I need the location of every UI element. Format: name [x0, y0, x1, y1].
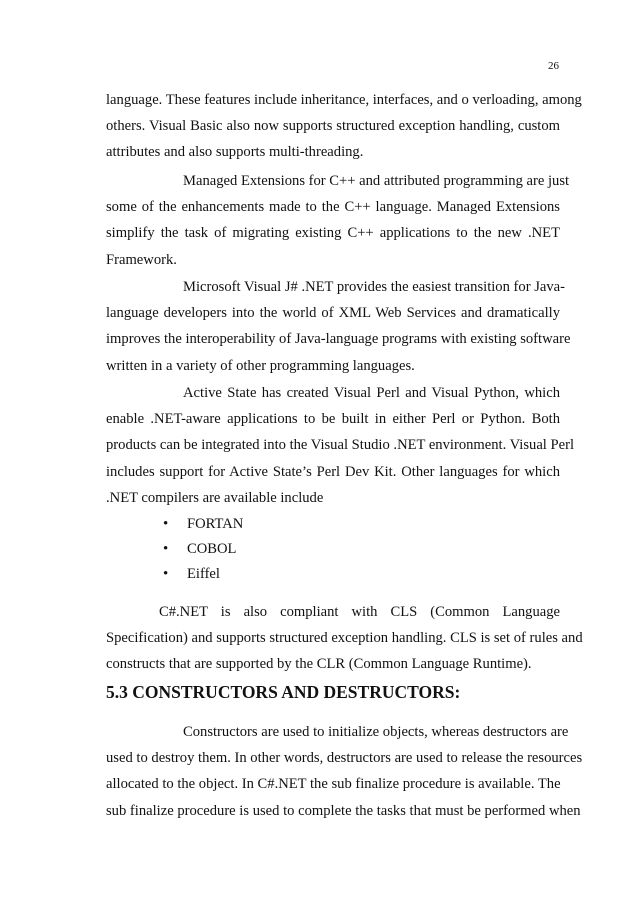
list-item: • Eiffel — [163, 562, 243, 587]
paragraph-line: enable .NET-aware applications to be built in either Perl or Python. Both — [106, 411, 560, 428]
paragraph-1 — [106, 87, 582, 166]
paragraph-line: Specification) and supports structured exception handling. CLS is set of rules and — [106, 630, 583, 647]
paragraph-line: used to destroy them. In other words, destructors are used to release the resources — [106, 750, 583, 767]
list-item: • FORTAN — [163, 512, 243, 537]
paragraph-4 — [106, 380, 575, 511]
paragraph-2 — [106, 168, 570, 273]
paragraph-line: includes support for Active State’s Perl Dev Kit. Other languages for which — [106, 463, 560, 480]
paragraph-line: C#.NET is also compliant with CLS (Common Language — [159, 604, 560, 620]
paragraph-line: some of the enhancements made to the C++ language. Managed Extensions — [106, 199, 560, 216]
paragraph-line: Framework. — [106, 251, 177, 268]
page-number: 26 — [548, 60, 559, 72]
paragraph-line: Managed Extensions for C++ and attributed programming are just — [183, 173, 570, 189]
paragraph-line: .NET compilers are available include — [106, 489, 324, 506]
paragraph-line: improves the interoperability of Java-language programs with existing software — [106, 331, 571, 348]
paragraph-line: Microsoft Visual J# .NET provides the easiest transition for Java- — [183, 279, 566, 295]
paragraph-line: attributes and also supports multi-threading. — [106, 144, 364, 161]
paragraph-line: allocated to the object. In C#.NET the sub finalize procedure is available. The — [106, 776, 561, 793]
paragraph-line: others. Visual Basic also now supports structured exception handling, custom — [106, 118, 560, 135]
list-item: • COBOL — [163, 537, 243, 562]
section-heading: 5.3 CONSTRUCTORS AND DESTRUCTORS: — [106, 682, 461, 702]
paragraph-line: Constructors are used to initialize objects, whereas destructors are — [183, 724, 569, 740]
paragraph-line: language developers into the world of XML Web Services and dramatically — [106, 305, 560, 322]
paragraph-3 — [106, 274, 571, 379]
paragraph-line: simplify the task of migrating existing C++ applications to the new .NET — [106, 225, 560, 242]
paragraph-6 — [106, 719, 583, 824]
paragraph-line: sub finalize procedure is used to complete the tasks that must be performed when — [106, 802, 581, 819]
language-list — [163, 512, 243, 587]
paragraph-line: Active State has created Visual Perl and Visual Python, which — [183, 385, 560, 401]
paragraph-line: products can be integrated into the Visual Studio .NET environment. Visual Perl — [106, 437, 575, 454]
paragraph-line: written in a variety of other programming languages. — [106, 357, 415, 374]
paragraph-5 — [106, 599, 583, 678]
paragraph-line: language. These features include inheritance, interfaces, and o verloading, among — [106, 92, 582, 108]
paragraph-line: constructs that are supported by the CLR (Common Language Runtime). — [106, 656, 532, 673]
